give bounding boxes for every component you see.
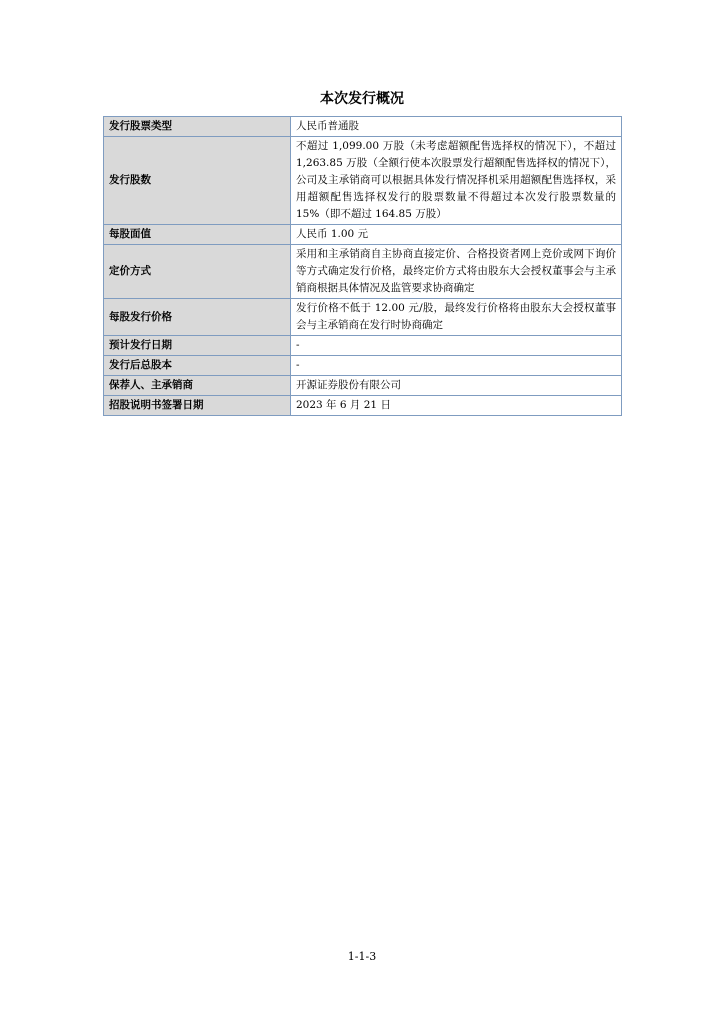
row-label-par-value: 每股面值 xyxy=(104,225,291,245)
row-value-issue-price: 发行价格不低于 12.00 元/股，最终发行价格将由股东大会授权董事会与主承销商在发行时协商确定 xyxy=(291,299,622,336)
table-row xyxy=(104,137,622,225)
row-label-sponsor: 保荐人、主承销商 xyxy=(104,376,291,396)
table-row xyxy=(104,376,622,396)
row-value-issue-date: - xyxy=(291,336,622,356)
table-row xyxy=(104,396,622,416)
row-label-issue-price: 每股发行价格 xyxy=(104,299,291,336)
row-value-total-shares: - xyxy=(291,356,622,376)
page-title: 本次发行概况 xyxy=(320,91,404,107)
row-value-stock-type: 人民币普通股 xyxy=(291,117,622,137)
row-label-pricing-method: 定价方式 xyxy=(104,245,291,299)
issuance-overview-table xyxy=(103,116,622,416)
table-row xyxy=(104,245,622,299)
row-label-total-shares: 发行后总股本 xyxy=(104,356,291,376)
table-row xyxy=(104,117,622,137)
table-row xyxy=(104,299,622,336)
row-value-pricing-method: 采用和主承销商自主协商直接定价、合格投资者网上竞价或网下询价等方式确定发行价格，最终定价方式将由股东大会授权董事会与主承销商根据具体情况及监管要求协商确定 xyxy=(291,245,622,299)
row-label-issue-date: 预计发行日期 xyxy=(104,336,291,356)
table-row xyxy=(104,356,622,376)
row-label-signing-date: 招股说明书签署日期 xyxy=(104,396,291,416)
table-row xyxy=(104,336,622,356)
row-value-sponsor: 开源证券股份有限公司 xyxy=(291,376,622,396)
row-label-stock-type: 发行股票类型 xyxy=(104,117,291,137)
row-label-share-count: 发行股数 xyxy=(104,137,291,225)
table-row xyxy=(104,225,622,245)
row-value-signing-date: 2023 年 6 月 21 日 xyxy=(291,396,622,416)
row-value-share-count: 不超过 1,099.00 万股（未考虑超额配售选择权的情况下），不超过 1,263.85 万股（全额行使本次股票发行超额配售选择权的情况下），公司及主承销商可以根据具体发行情况择机采用超额配售选择权，采用超额配售选择权发行的股票数量不得超过本次发行股票数量的 15%（即不超过 164.85 万股） xyxy=(291,137,622,225)
row-value-par-value: 人民币 1.00 元 xyxy=(291,225,622,245)
page-number: 1-1-3 xyxy=(347,950,377,963)
